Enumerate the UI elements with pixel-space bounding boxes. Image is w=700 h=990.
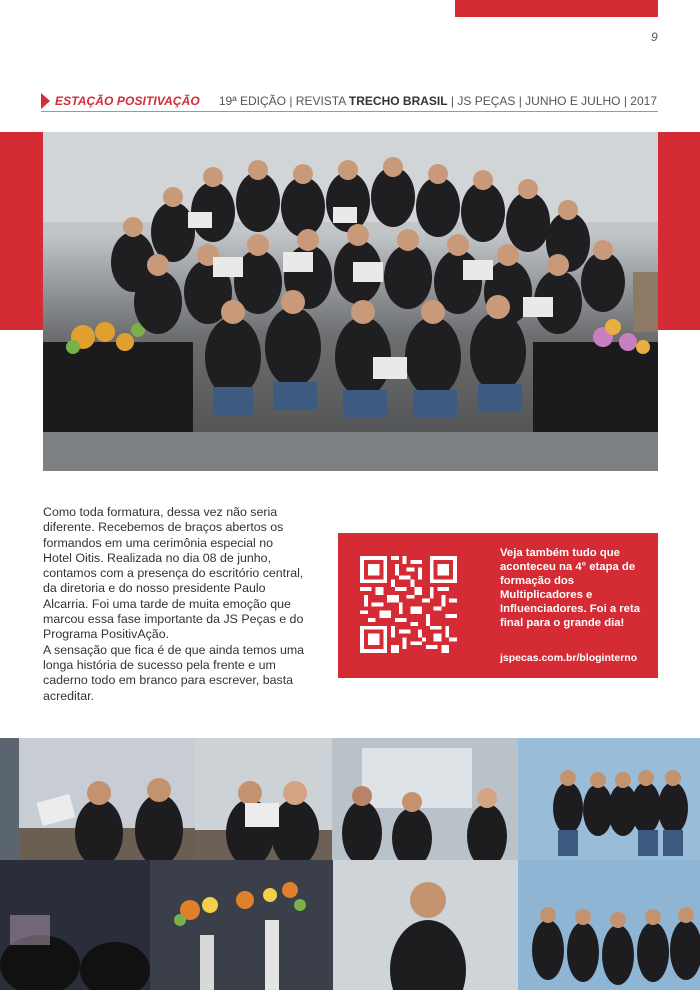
ceremony-photo bbox=[19, 738, 195, 860]
article-paragraph: A sensação que fica é de que ainda temos uma longa história de sucesso pela frente e um caderno todo em branco para escrever, basta acreditar. bbox=[43, 642, 305, 703]
red-band-left bbox=[0, 132, 43, 330]
edition-suffix: | JS PEÇAS | JUNHO E JULHO | 2017 bbox=[447, 94, 657, 108]
top-accent-bar bbox=[455, 0, 658, 17]
section-title-text: ESTAÇÃO POSITIVAÇÃO bbox=[55, 94, 200, 108]
promo-message: Veja também tudo que aconteceu na 4° etapa de formação dos Multiplicadores e Influenciadores. Foi a reta final para o grande dia! bbox=[500, 547, 640, 629]
page-number: 9 bbox=[651, 30, 658, 44]
ceremony-photo bbox=[0, 860, 150, 990]
ceremony-photo bbox=[332, 738, 518, 860]
ceremony-photo bbox=[150, 860, 333, 990]
ceremony-photo bbox=[195, 738, 332, 860]
header-rule bbox=[41, 111, 658, 112]
edition-prefix: 19ª EDIÇÃO | REVISTA bbox=[218, 94, 349, 108]
promo-box bbox=[338, 533, 658, 678]
magazine-name: TRECHO BRASIL bbox=[348, 94, 448, 108]
ceremony-photo bbox=[518, 860, 700, 990]
promo-link[interactable]: jspecas.com.br/bloginterno bbox=[500, 652, 638, 664]
triangle-marker-icon bbox=[41, 93, 50, 109]
article-paragraph: Como toda formatura, dessa vez não seria diferente. Recebemos de braços abertos os formandos em uma cerimônia especial no Hotel Oitis. Realizada no dia 08 de junho, contamos com a presença do escritório central, da diretoria e do nosso presidente Paulo Alcarria. Foi uma tarde de muita emoção que marcou essa fase importante da JS Peças e do Programa PositivAção. bbox=[43, 505, 304, 642]
qr-code-icon[interactable] bbox=[360, 556, 457, 653]
group-photo bbox=[43, 132, 658, 471]
promo-text bbox=[500, 546, 650, 630]
ceremony-photo bbox=[0, 738, 19, 860]
edition-line bbox=[219, 94, 657, 108]
article-body bbox=[43, 505, 305, 704]
ceremony-photo bbox=[518, 738, 700, 860]
red-band-right bbox=[658, 132, 700, 330]
section-title bbox=[41, 92, 200, 110]
ceremony-photo bbox=[333, 860, 518, 990]
